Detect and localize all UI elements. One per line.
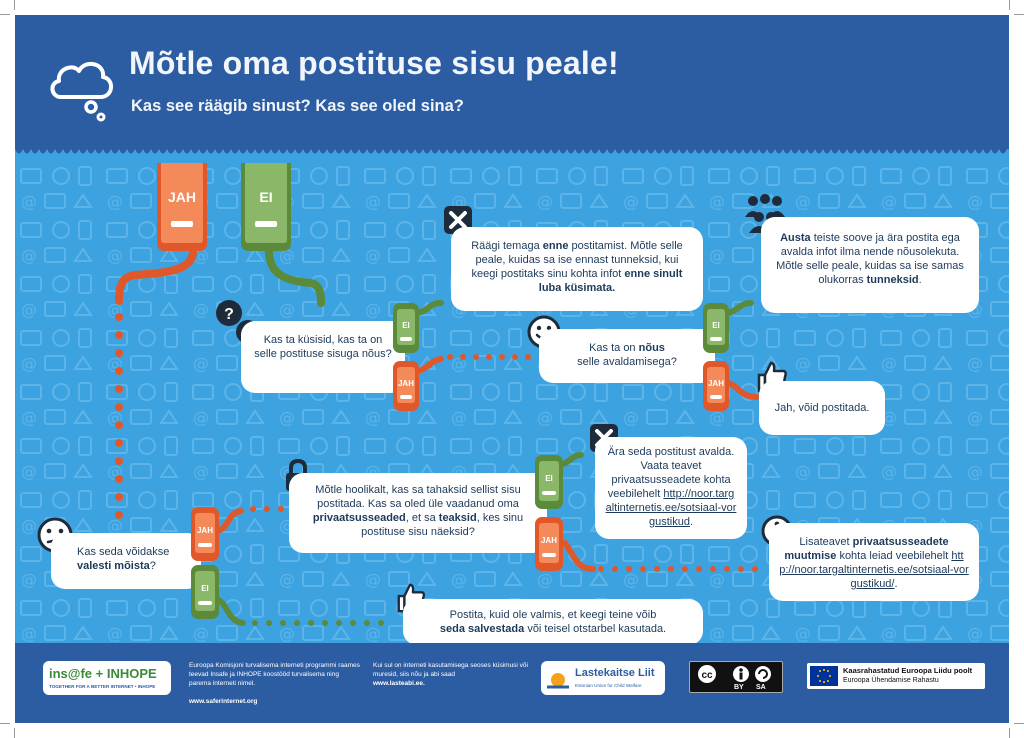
crop-mark — [14, 728, 15, 738]
bubble-misunderstood: Kas seda võidakse valesti mõista? — [51, 533, 201, 589]
phone-ei-consent: EI — [393, 303, 419, 353]
phone-ei-misunderstood: EI — [191, 565, 219, 619]
bubble-dont-post: Ära seda postitust avalda. Vaata teavet privaatsusseadete kohta veebilehelt http://noor.targaltinternetis.ee/sotsiaal-vorgustikud. — [595, 437, 747, 539]
bubble-privacy-think: Mõtle hoolikalt, kas sa tahaksid sellist sisu postitada. Kas sa oled üle vaadanud oma privaatsusseaded, et sa teaksid, kes sinu postituse sisu näeksid? — [289, 473, 547, 553]
phone-ei-start: EI — [241, 155, 291, 251]
insafe-inhope-logo: ins@fe + INHOPE TOGETHER FOR A BETTER INTERNET • INHOPE — [43, 661, 171, 695]
crop-mark — [14, 0, 15, 10]
cc-license-badge: cc BY SA — [689, 661, 783, 693]
crop-mark — [0, 723, 10, 724]
bubble-more-info: Lisateavet privaatsusseadete muutmise kohta leiad veebilehelt http://noor.targaltinternetis.ee/sotsiaal-vorgustikud/. — [769, 523, 979, 601]
bubble-yes-post: Jah, võid postitada. — [759, 381, 885, 435]
bubble-talk-first: Räägi temaga enne postitamist. Mõtle selle peale, kuidas sa ise ennast tunneksid, kui keegi postitaks sinu kohta infot enne sinult luba küsimata. — [451, 227, 703, 311]
eu-flag-icon — [810, 666, 838, 686]
phone-jah-privacy: JAH — [535, 517, 563, 571]
privacy-link[interactable]: http://noor.targaltinternetis.ee/sotsiaal-vorgustikud — [605, 488, 737, 528]
poster — [15, 15, 1009, 723]
crop-mark — [0, 14, 10, 15]
phone-jah-misunderstood: JAH — [191, 507, 219, 561]
phone-jah-agrees: JAH — [703, 361, 729, 411]
bubble-respect: Austa teiste soove ja ära postita ega avalda infot ilma nende nõusolekuta. Mõtle selle peale, kuidas sa ise samas olukorras tunneksid. — [761, 217, 979, 313]
footer-text-insafe: Euroopa Komisjoni turvalisema interneti programmi raames teevad Insafe ja INHOPE koostööd turvalisema ning parema interneti nimel. www.saferinternet.org — [189, 662, 360, 705]
header-band — [15, 15, 1009, 155]
eu-cofunded-logo: Kaasrahastatud Euroopa Liidu poolt Euroopa Ühendamise Rahastu — [807, 663, 985, 689]
bubble-agrees: Kas ta on nõus selle avaldamisega? — [539, 329, 715, 383]
svg-text:cc: cc — [701, 670, 713, 681]
phone-ei-privacy: EI — [535, 455, 563, 509]
lastekaitse-liit-logo: Lastekaitse Liit Estonian Union for Child Welfare — [541, 661, 665, 695]
bubble-ask-consent: Kas ta küsisid, kas ta on selle postituse sisuga nõus? — [241, 321, 405, 393]
crop-mark — [1009, 0, 1010, 10]
phone-ei-agrees: EI — [703, 303, 729, 353]
scallop-edge — [15, 149, 1009, 163]
privacy-settings-link[interactable]: http://noor.targaltinternetis.ee/sotsiaal-vorgustikud/ — [779, 550, 969, 590]
page-subtitle: Kas see räägib sinust? Kas see oled sina? — [131, 97, 464, 115]
bubble-post-careful: Postita, kuid ole valmis, et keegi teine võib seda salvestada või teisel otstarbel kasutada. — [403, 599, 703, 645]
sun-icon — [545, 665, 571, 691]
svg-text:?: ? — [224, 306, 234, 323]
crop-mark — [1014, 14, 1024, 15]
phone-jah-start: JAH — [157, 155, 207, 251]
phone-jah-consent: JAH — [393, 361, 419, 411]
footer-band — [15, 643, 1009, 723]
flowchart-area — [15, 161, 1009, 643]
page-title: Mõtle oma postituse sisu peale! — [129, 45, 619, 81]
crop-mark — [1014, 723, 1024, 724]
footer-text-lasteabi: Kui sul on interneti kasutamisega seoses küsimusi või muresid, siis nõu ja abi saad www.lasteabi.ee. — [373, 662, 528, 687]
thought-cloud-icon — [47, 51, 119, 123]
crop-mark — [1009, 728, 1010, 738]
